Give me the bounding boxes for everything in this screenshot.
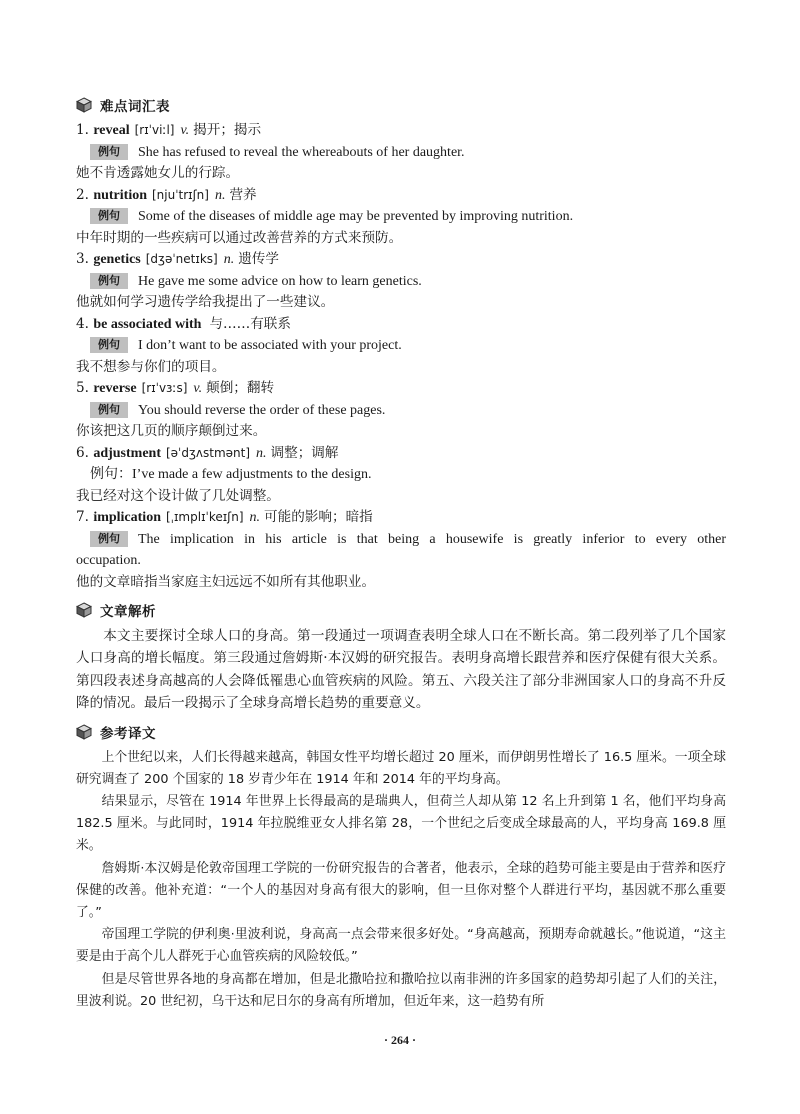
entry-definition: 颠倒；翻转 — [206, 380, 275, 396]
entry-definition: 调整；调解 — [270, 444, 339, 461]
vocab-entry — [76, 249, 726, 314]
example-badge: 例句 — [90, 144, 128, 160]
entry-pos: v. — [193, 381, 203, 396]
entry-pos: n. — [223, 252, 235, 267]
entry-word: nutrition — [93, 187, 147, 203]
entry-word: adjustment — [93, 445, 161, 461]
vocab-entry — [76, 185, 726, 250]
example-en: He gave me some advice on how to learn genetics. — [138, 273, 422, 289]
entry-word: reverse — [93, 381, 137, 396]
entry-phonetic: [njuˈtrɪʃn] — [152, 187, 209, 202]
entry-number: 7. — [76, 509, 89, 525]
entry-number: 5. — [76, 380, 89, 396]
entry-word: be associated with — [93, 316, 202, 332]
translation-paragraph: 帝国理工学院的伊利奥·里波利说，身高高一点会带来很多好处。“身高越高，预期寿命就越长。”他说道，“这主要是由于高个儿人群死于心血管疾病的风险较低。” — [76, 927, 726, 965]
example-en: The implication in his article is that being a housewife is greatly inferior to every other — [138, 531, 726, 547]
entry-phonetic: [əˈdʒʌstmənt] — [165, 445, 251, 460]
entry-number: 2. — [76, 186, 89, 203]
translation-paragraph: 但是尽管世界各地的身高都在增加，但是北撒哈拉和撒哈拉以南非洲的许多国家的趋势却引起了人们的关注，里波利说。20 世纪初，乌干达和尼日尔的身高有所增加，但近年来，这一趋势有所 — [76, 971, 726, 1009]
vocab-entry — [76, 443, 726, 508]
example-inline: 例句：I’ve made a few adjustments to the design. — [90, 467, 372, 482]
cube-icon — [76, 724, 92, 740]
vocab-entry — [76, 507, 726, 593]
example-en: She has refused to reveal the whereabouts of her daughter. — [138, 144, 465, 160]
vocab-entry — [76, 378, 726, 443]
section-title: 参考译文 — [100, 725, 156, 742]
entry-definition: 遗传学 — [238, 251, 279, 267]
example-zh: 她不肯透露她女儿的行踪。 — [76, 165, 240, 181]
example-badge: 例句 — [90, 208, 128, 224]
example-zh: 你该把这几页的顺序颠倒过来。 — [76, 423, 267, 439]
translation-paragraph: 詹姆斯·本汉姆是伦敦帝国理工学院的一份研究报告的合著者，他表示，全球的趋势可能主要是由于营养和医疗保健的改善。他补充道：“一个人的基因对身高有很大的影响，但一旦你对整个人群进行平均，基因就不那么重要了。” — [76, 860, 726, 921]
entry-definition: 与……有联系 — [209, 315, 291, 332]
example-zh: 我不想参与你们的项目。 — [76, 358, 226, 375]
page-content — [76, 94, 726, 1013]
entry-number: 3. — [76, 251, 89, 267]
entry-phonetic: [ˌɪmplɪˈkeɪʃn] — [165, 510, 244, 524]
section-header-analysis — [76, 599, 726, 621]
entry-pos: n. — [214, 187, 226, 203]
example-en: I don’t want to be associated with your project. — [138, 338, 402, 353]
example-badge: 例句 — [90, 531, 128, 547]
entry-word: reveal — [93, 123, 130, 138]
entry-pos: v. — [180, 123, 190, 138]
analysis-paragraph: 本文主要探讨全球人口的身高。第一段通过一项调查表明全球人口在不断长高。第二段列举了几个国家人口身高的增长幅度。第三段通过詹姆斯·本汉姆的研究报告。表明身高增长跟营养和医疗保健有很大关系。第四段表述身高越高的人会降低罹患心血管疾病的风险。第五、六段关注了部分非洲国家人口的身高不升反降的情况。最后一段揭示了全球身高增长趋势的重要意义。 — [76, 628, 726, 712]
cube-icon — [76, 602, 92, 618]
vocab-entry — [76, 314, 726, 379]
entry-number: 6. — [76, 444, 89, 461]
example-zh: 我已经对这个设计做了几处调整。 — [76, 487, 280, 504]
example-zh: 他就如何学习遗传学给我提出了一些建议。 — [76, 294, 335, 310]
entry-word: implication — [93, 510, 161, 525]
page-number: · 264 · — [383, 1033, 416, 1047]
entry-phonetic: [rɪˈvɜːs] — [141, 381, 188, 395]
entry-definition: 可能的影响；暗指 — [264, 509, 373, 525]
section-header-translation — [76, 721, 726, 743]
example-en: You should reverse the order of these pages. — [138, 402, 386, 418]
entry-definition: 揭开；揭示 — [193, 122, 262, 138]
entry-phonetic: [dʒəˈnetɪks] — [145, 252, 218, 266]
example-badge: 例句 — [90, 402, 128, 418]
entry-number: 4. — [76, 315, 89, 332]
section-title: 难点词汇表 — [100, 99, 170, 115]
example-zh: 他的文章暗指当家庭主妇远远不如所有其他职业。 — [76, 573, 376, 590]
vocab-entry — [76, 120, 726, 185]
entry-phonetic: [rɪˈviːl] — [134, 123, 175, 137]
entry-pos: n. — [256, 445, 267, 461]
vocab-list — [76, 120, 726, 593]
example-badge: 例句 — [90, 273, 128, 289]
example-badge: 例句 — [90, 337, 128, 353]
translation-paragraph: 上个世纪以来，人们长得越来越高，韩国女性平均增长超过 20 厘米，而伊朗男性增长了 16.5 厘米。一项全球研究调查了 200 个国家的 18 岁青少年在 1914 年和 2014 年的平均身高。 — [76, 749, 726, 787]
section-header-vocab — [76, 94, 726, 116]
example-en: Some of the diseases of middle age may be prevented by improving nutrition. — [138, 209, 574, 224]
example-en-continued: occupation. — [76, 553, 141, 568]
cube-icon — [76, 97, 92, 113]
example-zh: 中年时期的一些疾病可以通过改善营养的方式来预防。 — [76, 229, 403, 246]
translation-paragraph: 结果显示，尽管在 1914 年世界上长得最高的是瑞典人，但荷兰人却从第 12 名上升到第 1 名，他们平均身高 182.5 厘米。与此同时，1914 年拉脱维亚女人排名第 28，一个世纪之后变成全球最高的人，平均身高 169.8 厘米。 — [76, 794, 726, 854]
section-title: 文章解析 — [100, 604, 156, 620]
entry-word: genetics — [93, 252, 141, 267]
entry-pos: n. — [249, 510, 261, 525]
entry-definition: 营养 — [229, 186, 257, 203]
entry-number: 1. — [76, 122, 89, 138]
